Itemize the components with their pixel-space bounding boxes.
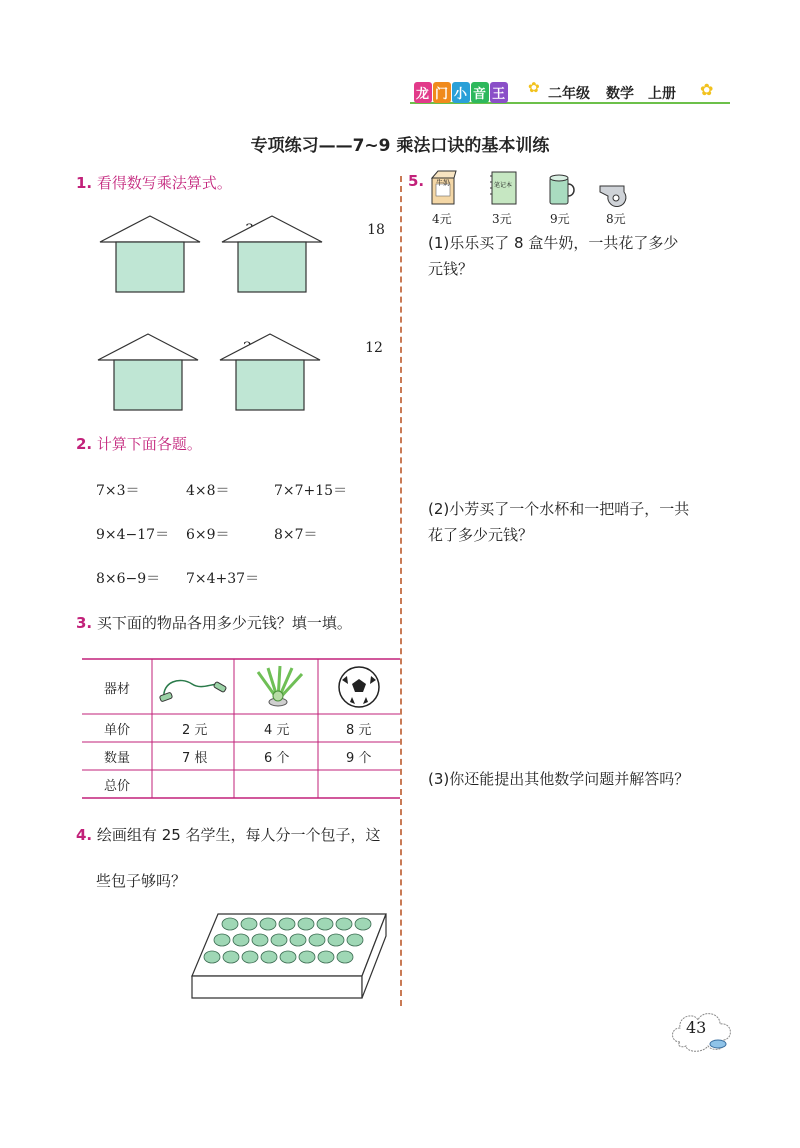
shuttlecock-icon (248, 664, 308, 712)
column-divider (400, 176, 402, 1006)
bun (328, 934, 344, 946)
brand-char: 小 (452, 82, 470, 103)
quantity: 9 个 (346, 751, 372, 766)
expression: 8×7＝ (274, 527, 318, 543)
question-number: 5. (408, 172, 425, 190)
row-label: 数量 (104, 751, 131, 766)
header-subject: 数学 (606, 86, 634, 102)
expression: 4×8＝ (186, 483, 230, 499)
unit-price: 4 元 (264, 723, 290, 738)
question-text: 看得数写乘法算式。 (96, 174, 232, 192)
question-text: 买下面的物品各用多少元钱？填一填。 (96, 614, 352, 632)
bun (336, 918, 352, 930)
house-shape (98, 214, 202, 294)
whistle-icon (596, 178, 636, 208)
question-4-line2: 些包子够吗？ (96, 872, 187, 890)
item-price: 3元 (492, 212, 512, 226)
house (96, 332, 200, 412)
header-volume: 上册 (648, 86, 676, 102)
sub-question-3: (3)你还能提出其他数学问题并解答吗？ (428, 770, 690, 788)
bun (317, 918, 333, 930)
expression: 7×4+37＝ (186, 571, 260, 587)
expression: 6×9＝ (186, 527, 230, 543)
brand-char: 王 (490, 82, 508, 103)
bun (204, 951, 220, 963)
bun (241, 918, 257, 930)
bun (233, 934, 249, 946)
header-grade: 二年级 (548, 86, 590, 102)
house-shape (220, 214, 324, 294)
question-4-line1 (76, 824, 381, 845)
house (218, 332, 383, 412)
question-number: 1. (76, 174, 93, 192)
brand-char: 音 (471, 82, 489, 103)
notebook-label: 笔记本 (494, 182, 513, 189)
expression: 9×4−17＝ (96, 527, 170, 543)
bun (260, 918, 276, 930)
bun (290, 934, 306, 946)
question-1-heading (76, 172, 232, 193)
house-shape (96, 332, 200, 412)
brand-logo (414, 82, 509, 103)
expression: 8×6−9＝ (96, 571, 161, 587)
bun (309, 934, 325, 946)
question-number: 4. (76, 826, 93, 844)
question-text: 计算下面各题。 (96, 435, 202, 453)
page-title: 专项练习——7~9 乘法口诀的基本训练 (250, 136, 550, 156)
price-table (82, 658, 400, 800)
house-number: 12 (365, 340, 383, 356)
bun (299, 951, 315, 963)
question-text: 绘画组有 25 名学生，每人分一个包子，这 (96, 826, 381, 844)
bun-tray-illustration (190, 910, 390, 1002)
sub-question-1-line2: 元钱？ (428, 260, 474, 278)
sub-question-2-line1: (2)小芳买了一个水杯和一把哨子，一共 (428, 500, 690, 518)
bun (280, 951, 296, 963)
unit-price: 8 元 (346, 723, 372, 738)
bun (222, 918, 238, 930)
bun (298, 918, 314, 930)
bun (271, 934, 287, 946)
page-number: 43 (686, 1018, 707, 1037)
house (220, 214, 385, 294)
bun (214, 934, 230, 946)
question-number: 2. (76, 435, 93, 453)
milk-label: 牛奶 (436, 179, 450, 187)
question-3-heading (76, 612, 352, 633)
jump-rope-icon (158, 668, 228, 708)
bun (347, 934, 363, 946)
sub-question-2-line2: 花了多少元钱？ (428, 526, 534, 544)
unit-price: 2 元 (182, 723, 208, 738)
bun (337, 951, 353, 963)
bun (223, 951, 239, 963)
brand-char: 门 (433, 82, 451, 103)
bun (318, 951, 334, 963)
house-number: 18 (367, 222, 385, 238)
quantity: 7 根 (182, 751, 208, 766)
bun (252, 934, 268, 946)
item-price: 4元 (432, 212, 452, 226)
row-label: 总价 (104, 779, 131, 794)
expression: 7×3＝ (96, 483, 140, 499)
milk-carton-icon (426, 170, 460, 206)
question-number: 3. (76, 614, 93, 632)
bun (261, 951, 277, 963)
house (98, 214, 202, 294)
soccer-ball-icon (336, 664, 382, 710)
butterfly-icon: ✿ (528, 80, 540, 96)
question-2-heading (76, 433, 202, 454)
row-label: 器材 (104, 682, 131, 697)
sub-question-1-line1: (1)乐乐买了 8 盒牛奶，一共花了多少 (428, 234, 679, 252)
bun (355, 918, 371, 930)
header-bar (410, 82, 740, 108)
quantity: 6 个 (264, 751, 290, 766)
item-price: 9元 (550, 212, 570, 226)
house-shape (218, 332, 322, 412)
bun (279, 918, 295, 930)
item-price: 8元 (606, 212, 626, 226)
brand-char: 龙 (414, 82, 432, 103)
row-label: 单价 (104, 723, 131, 738)
expression: 7×7+15＝ (274, 483, 348, 499)
bun (242, 951, 258, 963)
cup-icon (546, 172, 578, 208)
butterfly-icon: ✿ (700, 80, 714, 99)
